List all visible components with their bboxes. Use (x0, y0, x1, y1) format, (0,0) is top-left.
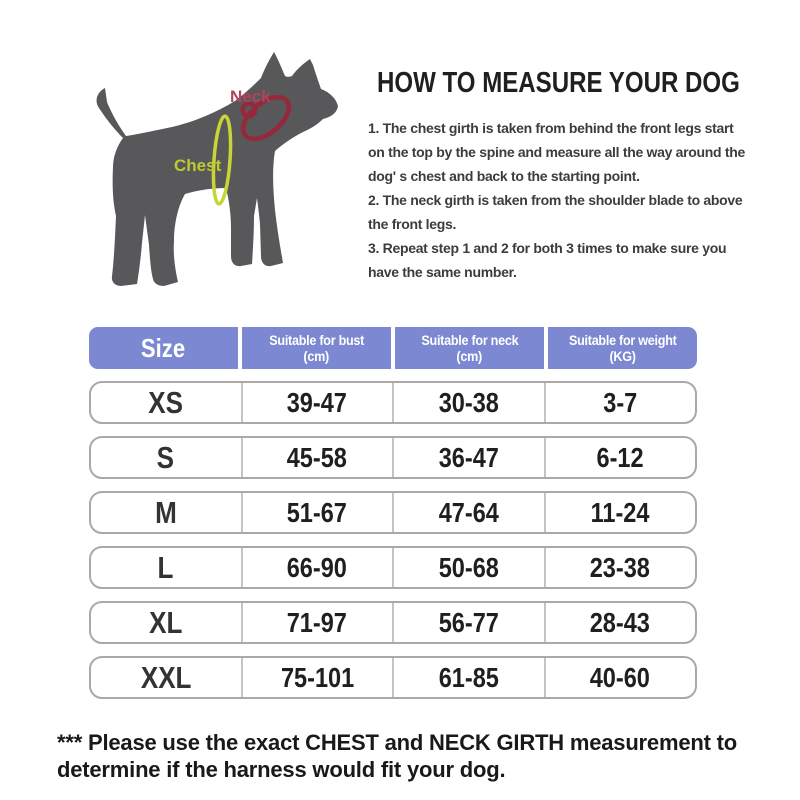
dog-diagram-svg (62, 48, 362, 293)
cell-weight: 28-43 (544, 603, 696, 642)
instruction-line: 2. The neck girth is taken from the shoulder blade to above (368, 192, 743, 208)
table-row-xxl (89, 656, 697, 699)
cell-neck: 36-47 (392, 438, 544, 477)
dog-measurement-diagram (62, 48, 362, 293)
cell-weight: 11-24 (544, 493, 696, 532)
cell-bust: 75-101 (241, 658, 393, 697)
page-title: HOW TO MEASURE YOUR DOG (377, 67, 740, 99)
cell-neck: 30-38 (392, 383, 544, 422)
cell-size: M (154, 494, 177, 530)
cell-size: S (157, 439, 175, 475)
measurement-instructions (368, 116, 745, 284)
column-header-size: Size (89, 327, 238, 369)
instruction-line: have the same number. (368, 264, 517, 280)
size-table-header (89, 327, 697, 369)
cell-weight: 40-60 (544, 658, 696, 697)
cell-weight: 23-38 (544, 548, 696, 587)
cell-weight: 3-7 (544, 383, 696, 422)
table-row-xl (89, 601, 697, 644)
cell-size: XXL (140, 659, 192, 695)
cell-bust: 71-97 (241, 603, 393, 642)
cell-size: XL (149, 604, 183, 640)
cell-bust: 39-47 (241, 383, 393, 422)
cell-size: XS (148, 384, 184, 420)
cell-bust: 66-90 (241, 548, 393, 587)
footnote-line: *** Please use the exact CHEST and NECK GIRTH measurement to (57, 730, 737, 755)
instruction-line: the front legs. (368, 216, 457, 232)
footnote (57, 729, 737, 783)
chest-label: Chest (174, 156, 222, 175)
cell-neck: 50-68 (392, 548, 544, 587)
table-row-m (89, 491, 697, 534)
cell-bust: 45-58 (241, 438, 393, 477)
column-header-neck: Suitable for neck (cm) (395, 327, 544, 369)
cell-neck: 47-64 (392, 493, 544, 532)
column-header-weight: Suitable for weight (KG) (548, 327, 697, 369)
table-row-l (89, 546, 697, 589)
column-header-bust: Suitable for bust (cm) (242, 327, 391, 369)
table-row-xs (89, 381, 697, 424)
cell-bust: 51-67 (241, 493, 393, 532)
instruction-line: on the top by the spine and measure all the way around the (368, 144, 746, 160)
table-row-s (89, 436, 697, 479)
instruction-line: 3. Repeat step 1 and 2 for both 3 times to make sure you (368, 240, 727, 256)
cell-neck: 61-85 (392, 658, 544, 697)
cell-weight: 6-12 (544, 438, 696, 477)
cell-neck: 56-77 (392, 603, 544, 642)
footnote-line: determine if the harness would fit your dog. (57, 757, 506, 782)
instruction-line: 1. The chest girth is taken from behind the front legs start (368, 120, 734, 136)
size-table (89, 327, 697, 699)
cell-size: L (157, 549, 174, 585)
neck-label: Neck (230, 87, 271, 106)
instruction-line: dog' s chest and back to the starting point. (368, 168, 640, 184)
